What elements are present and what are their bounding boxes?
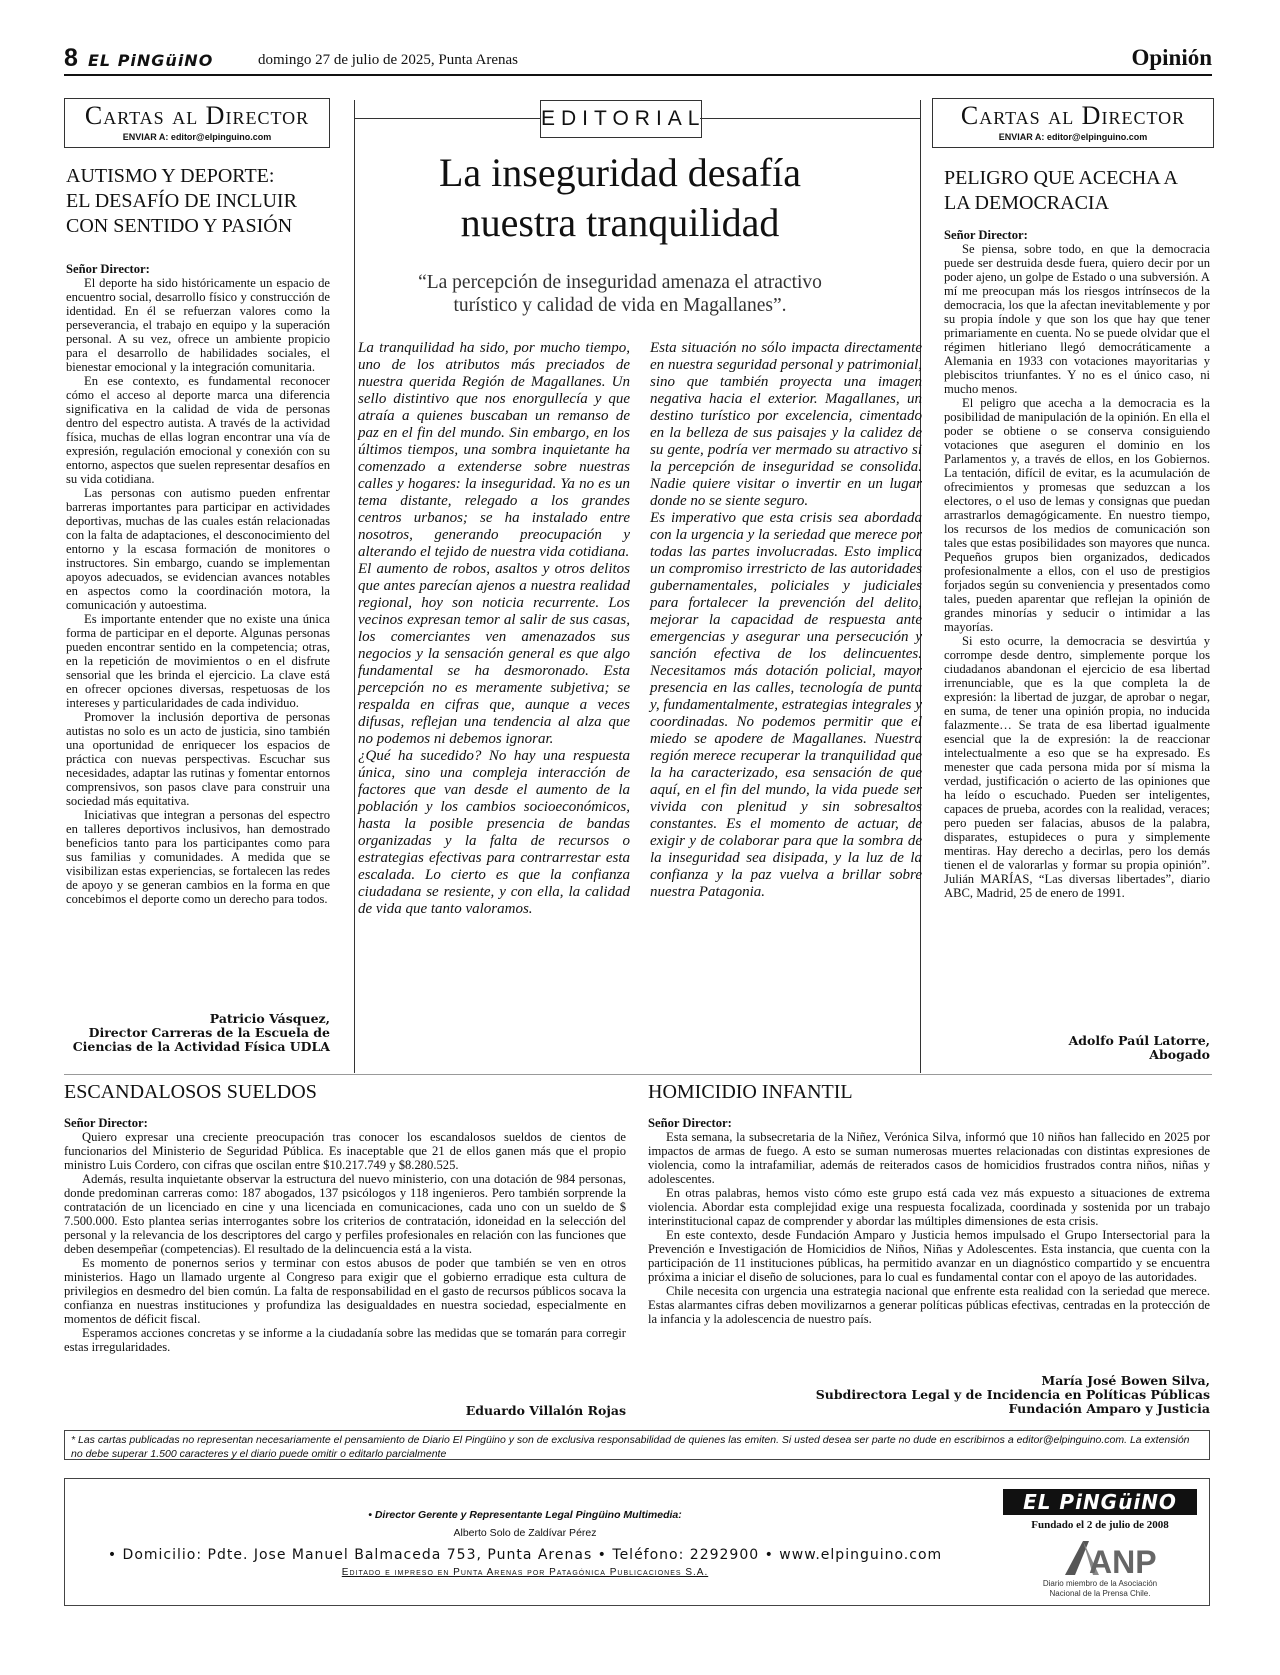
letter1-signature: Patricio Vásquez, Director Carreras de la Escuela de Ciencias de la Actividad Física UDLA bbox=[72, 1011, 330, 1054]
anp-letters: ANP bbox=[1089, 1544, 1157, 1579]
letter4-title: HOMICIDIO INFANTIL bbox=[648, 1081, 853, 1103]
letter2-signature: Adolfo Paúl Latorre, Abogado bbox=[1068, 1033, 1210, 1062]
editorial-column-2 bbox=[650, 340, 922, 1064]
address-line: • Domicilio: Pdte. Jose Manuel Balmaceda 753, Punta Arenas • Teléfono: 2292900 • www.elpinguino.com bbox=[107, 1547, 943, 1563]
letter1-paragraph: Las personas con autismo pueden enfrentar barreras importantes para participar en actividades deportivas, muchas de las cuales están relacionadas con la falta de adaptaciones, el desconocimiento del entorno y la escasa formación de monitores o instructores. Sin embargo, cuando se implementan apoyos adecuados, se evidencian avances notables en aspectos como la coordinación motora, la comunicación y autoestima. bbox=[66, 486, 330, 612]
letter1-paragraph: Promover la inclusión deportiva de personas autistas no solo es un acto de justicia, sino también una oportunidad de enriquecer los espacios de práctica con nuevas perspectivas. Escuchar sus necesidades, adaptar las rutinas y fomentar entornos comprensivos, son pasos clave para construir una sociedad más equitativa. bbox=[66, 710, 330, 808]
letter3-paragraph: Además, resulta inquietante observar la estructura del nuevo ministerio, con una dotación de 984 personas, donde predominan carreras como: 187 abogados, 137 psicólogos y 118 ingenieros. Pero también sorprende la contratación de un licenciado en cine y una licenciada en comunicaciones, cada uno con un sueldo de $ 7.500.000. Esto plantea serias interrogantes sobre los criterios de contratación, idoneidad en la selección del personal y la relevancia de los descriptores del cargo y perfiles profesionales en relación con las funciones que deben desempeñar (competencias). El resultado de la delincuencia está a la vista. bbox=[64, 1172, 626, 1256]
letter4-body bbox=[648, 1116, 1210, 1374]
editorial-paragraph: Es imperativo que esta crisis sea abordada con la urgencia y la seriedad que merece por todas las partes involucradas. Esto implica un compromiso irrestricto de las autoridades gubernamentales, policiales y judiciales para fortalecer la prevención del delito, mejorar la capacidad de respuesta ante emergencias y asegurar una persecución y sanción efectiva de los delincuentes. Necesitamos más dotación policial, mayor presencia en las calles, tecnología de punta y, fundamentalmente, estrategias integrales y coordinadas. No podemos permitir que el miedo se apodere de Magallanes. Nuestra región merece recuperar la tranquilidad que la ha caracterizado, esa sensación de que aquí, en el fin del mundo, la vida puede ser vivida con plenitud y sin sobresaltos constantes. Es el momento de actuar, de exigir y de colaborar para que la sombra de la inseguridad sea disipada, y la luz de la confianza y la paz vuelva a brillar sobre nuestra Patagonia. bbox=[650, 510, 922, 900]
letter2-body bbox=[944, 228, 1210, 1018]
anp-logo bbox=[1003, 1535, 1197, 1601]
letter1-paragraph: Es importante entender que no existe una única forma de participar en el deporte. Algunas personas pueden encontrar sentido en la competencia; otras, en la repetición de movimientos o en el disfrute sensorial que les brinda el ejercicio. La clave está en ofrecer opciones diversas, respetuosas de los intereses y particularidades de cada individuo. bbox=[66, 612, 330, 710]
letter4-salutation: Señor Director: bbox=[648, 1116, 732, 1130]
issue-date: domingo 27 de julio de 2025, Punta Arenas bbox=[258, 52, 518, 68]
letter4-paragraph: Esta semana, la subsecretaria de la Niñez, Verónica Silva, informó que 10 niños han fallecido en 2025 por impactos de armas de fuego. A esto se suman numerosas muertes relacionadas con distintas expresiones de violencia, como la intrafamiliar, además de reiterados casos de homicidios frustrados contra niños, niñas y adolescentes. bbox=[648, 1130, 1210, 1186]
letter4-paragraph: En otras palabras, hemos visto cómo este grupo está cada vez más expuesto a situaciones de extrema violencia. Abordar esta complejidad exige una respuesta focalizada, coordinada y sostenida por un trabajo interinstitucional capaz de comprender y abordar las múltiples dimensiones de esta crisis. bbox=[648, 1186, 1210, 1228]
letter3-signature: Eduardo Villalón Rojas bbox=[465, 1403, 626, 1418]
editorial-paragraph: ¿Qué ha sucedido? No hay una respuesta única, sino una compleja interacción de factores que van desde el aumento de la población y los cambios socioeconómicos, hasta la posible presencia de bandas organizadas y la falta de recursos o estrategias efectivas para contrarrestar esta escalada. Lo cierto es que la confianza ciudadana se resiente, y con ella, la calidad de vida que tanto valoramos. bbox=[358, 748, 630, 917]
editorial-title: La inseguridad desafía nuestra tranquilidad bbox=[438, 150, 802, 245]
editorial-paragraph: Esta situación no sólo impacta directamente en nuestra seguridad personal y patrimonial, sino que también proyecta una imagen negativa hacia el exterior. Magallanes, un destino turístico por excelencia, cimentado en la belleza de sus paisajes y la calidez de su gente, podría ver mermado su atractivo si la percepción de inseguridad se consolida. Nadie quiere visitar o invertir en un lugar donde no se siente seguro. bbox=[650, 340, 922, 509]
letter1-paragraph: Iniciativas que integran a personas del espectro en talleres deportivos inclusivos, han demostrado beneficios tanto para los participantes como para sus familias y comunidades. A medida que se visibilizan estas experiencias, se fortalecen las redes de apoyo y se generan cambios en la forma en que concebimos el deporte como un derecho para todos. bbox=[66, 808, 330, 906]
el-pinguino-logo: EL PiNGüiNO bbox=[1003, 1489, 1197, 1515]
letter3-title: ESCANDALOSOS SUELDOS bbox=[64, 1081, 317, 1103]
letter2-title: PELIGRO QUE ACECHA A LA DEMOCRACIA bbox=[944, 167, 1178, 214]
brand-name: EL PiNGüiNO bbox=[88, 51, 214, 70]
letter1-salutation: Señor Director: bbox=[66, 262, 150, 276]
section-name: Opinión bbox=[1131, 45, 1212, 70]
anp-mark-icon bbox=[1003, 1535, 1197, 1579]
page-number: 8 bbox=[64, 44, 78, 72]
letter3-paragraph: Quiero expresar una creciente preocupación tras conocer los escandalosos sueldos de cientos de funcionarios del Ministerio de Seguridad Pública. Es inaceptable que 21 de ellos ganen más que el propio ministro Luis Cordero, con cifras que oscilan entre $10.217.749 y $8.280.525. bbox=[64, 1130, 626, 1172]
letter3-paragraph: Es momento de ponernos serios y terminar con estos abusos de poder que también se ven en otros ministerios. Hago un llamado urgente al Congreso para exigir que el gobierno erradique esta cultura de privilegios en desmedro del bien común. La falta de responsabilidad en el gasto de recursos públicos socava la confianza en nuestras instituciones y profundiza las desigualdades en nuestra sociedad, especialmente en momentos de déficit fiscal. bbox=[64, 1256, 626, 1326]
letter3-paragraph: Esperamos acciones concretas y se informe a la ciudadanía sobre las medidas que se tomarán para corregir estas irregularidades. bbox=[64, 1326, 626, 1354]
letters-box-email: ENVIAR A: editor@elpinguino.com bbox=[998, 132, 1148, 142]
letter1-title: AUTISMO Y DEPORTE: EL DESAFÍO DE INCLUIR CON SENTIDO Y PASIÓN bbox=[66, 165, 297, 237]
section-divider bbox=[64, 1074, 1212, 1075]
director-label: • Director Gerente y Representante Legal Pingüino Multimedia: bbox=[368, 1509, 682, 1521]
editorial-paragraph: El aumento de robos, asaltos y otros delitos que antes parecían ajenos a nuestra realidad regional, hoy son noticia recurrente. Los vecinos expresan temor al salir de sus casas, los comerciantes ven amenazados sus negocios y la sensación general es que algo fundamental se ha desmoronado. Esta percepción no es meramente subjetiva; se respalda en cifras que, aunque a veces difusas, reflejan una tendencia al alza que no podemos ni debemos ignorar. bbox=[358, 561, 630, 747]
letter4-signature: María José Bowen Silva, Subdirectora Legal y de Incidencia en Políticas Públicas Fundación Amparo y Justicia bbox=[815, 1373, 1210, 1416]
letter2-paragraph: Si esto ocurre, la democracia se desvirtúa y corrompe desde dentro, simplemente porque los ciudadanos abandonan el ejercicio de esa libertad irrenunciable, que es la que completa la de expresión: la libertad de juzgar, de aprobar o negar, en suma, de tener una opinión propia, no inducida falazmente… Se trata de esa libertad igualmente esencial que la de expresión: la de reaccionar intelectualmente a eso que se ha expresado. Es menester que cada persona mida por sí misma la verdad, justificación o acierto de las opiniones que ha leído o escuchado. Pueden ser inteligentes, capaces de prueba, acordes con la realidad, veraces; pero pueden ser falacias, abusos de la palabra, disparates, estupideces o pura y simplemente mentiras. Hay derecho a decirlas, pero los demás tienen el de valorarlas y formar su propia opinión”. Julián MARÍAS, “Las diversas libertades”, diario ABC, Madrid, 25 de enero de 1991. bbox=[944, 634, 1210, 900]
right-letters-box bbox=[932, 98, 1214, 148]
editorial-rule-left bbox=[354, 118, 540, 119]
page-header bbox=[64, 44, 1212, 76]
letters-box-title: Cartas al Director bbox=[84, 101, 310, 130]
letter3-salutation: Señor Director: bbox=[64, 1116, 148, 1130]
letters-box-email: ENVIAR A: editor@elpinguino.com bbox=[122, 132, 272, 142]
imprint-footer bbox=[64, 1478, 1210, 1606]
letter2-salutation: Señor Director: bbox=[944, 228, 1028, 242]
letter3-body bbox=[64, 1116, 626, 1406]
letter1-body bbox=[66, 262, 330, 984]
letter2-paragraph: Se piensa, sobre todo, en que la democracia puede ser destruida desde fuera, quiero decir por un poder ajeno, un golpe de Estado o una subversión. A mí me preocupan más los riesgos intrínsecos de la democracia, los que la afectan inevitablemente y por su propia índole y que son los que hay que tener primariamente en cuenta. No se puede olvidar que el régimen hitleriano llegó democráticamente a Alemania en 1933 con votaciones mayoritarias y plebiscitos triunfantes. Y no es el único caso, ni mucho menos. bbox=[944, 242, 1210, 396]
printed-by: Editado e impreso en Punta Arenas por Patagónica Publicaciones S.A. bbox=[341, 1567, 709, 1578]
letter4-paragraph: Chile necesita con urgencia una estrategia nacional que enfrente esta realidad con la seriedad que merece. Estas alarmantes cifras deben movilizarnos a generar políticas públicas efectivas, centradas en la protección de la infancia y la adolescencia de nuestro país. bbox=[648, 1284, 1210, 1326]
disclaimer: * Las cartas publicadas no representan necesariamente el pensamiento de Diario El Pingüino y son de exclusiva responsabilidad de quienes las emiten. Si usted desea ser parte no dude en escribirnos a editor@elpinguino.com. La extensión no debe superar 1.500 caracteres y el diario puede omitir o editarlo parcialmente bbox=[64, 1430, 1210, 1460]
anp-caption: Diario miembro de la Asociación Nacional de la Prensa Chile. bbox=[1042, 1579, 1158, 1598]
founded-date: Fundado el 2 de julio de 2008 bbox=[1031, 1519, 1169, 1531]
editorial-paragraph: La tranquilidad ha sido, por mucho tiempo, uno de los atributos más preciados de nuestra querida Región de Magallanes. Un sello distintivo que nos enorgullecía y que atraía a quienes buscaban un remanso de paz en el fin del mundo. Sin embargo, en los últimos tiempos, una sombra inquietante ha comenzado a extenderse sobre nuestras calles y hogares: la inseguridad. Ya no es un tema distante, relegado a los grandes centros urbanos; se ha instalado entre nosotros, generando preocupación y alterando el tejido de nuestra vida cotidiana. bbox=[358, 340, 630, 560]
letter2-paragraph: El peligro que acecha a la democracia es la posibilidad de manipulación de la opinión. En ella el poder se obtiene o se conserva consiguiendo votaciones que aseguren el dominio en los Parlamentos y, a través de ellos, en los Gobiernos. La tentación, difícil de evitar, es la acumulación de ofrecimientos y promesas que seduzcan a los electores, o el uso de lemas y consignas que puedan arrastrarlos demagógicamente. En nuestro tiempo, los recursos de los medios de comunicación son tales que estas posibilidades son mayores que nunca. Pequeños grupos bien organizados, dedicados profesionalmente a ellos, con el uso de prestigios forjados según su conveniencia y presentados como tales, pueden aparentar que reflejan la opinión de grandes minorías y seducir o intimidar a las mayorías. bbox=[944, 396, 1210, 634]
editorial-column-1 bbox=[358, 340, 630, 1064]
letter4-paragraph: En este contexto, desde Fundación Amparo y Justicia hemos impulsado el Grupo Intersectorial para la Prevención e Investigación de Homicidios de Niños, Niñas y Adolescentes. Esta instancia, que cuenta con la participación de 11 instituciones públicas, ha permitido avanzar en un diagnóstico compartido y se encuentra próxima a iniciar el diseño de soluciones, para lo cual es fundamental contar con el apoyo de las autoridades. bbox=[648, 1228, 1210, 1284]
letter1-paragraph: El deporte ha sido históricamente un espacio de encuentro social, desarrollo físico y construcción de identidad. En él se refuerzan valores como la perseverancia, el trabajo en equipo y la superación personal. A su vez, ofrece un ambiente propicio para el desarrollo de habilidades sociales, el bienestar emocional y la integración comunitaria. bbox=[66, 276, 330, 374]
letter1-paragraph: En ese contexto, es fundamental reconocer cómo el acceso al deporte marca una diferencia significativa en la calidad de vida de personas dentro del espectro autista. A través de la actividad física, muchas de ellas logran encontrar una vía de expresión, regulación emocional y conexión con su entorno, aspectos que suelen representar desafíos en su vida cotidiana. bbox=[66, 374, 330, 486]
letters-box-title: Cartas al Director bbox=[960, 101, 1186, 130]
editorial-left-border bbox=[354, 100, 355, 1073]
left-letters-box bbox=[64, 98, 330, 148]
editorial-rule-right bbox=[700, 118, 920, 119]
editorial-subtitle: “La percepción de inseguridad amenaza el atractivo turístico y calidad de vida en Magallanes”. bbox=[418, 272, 822, 316]
director-name: Alberto Solo de Zaldívar Pérez bbox=[453, 1527, 597, 1539]
editorial-tag: EDITORIAL bbox=[540, 100, 702, 138]
